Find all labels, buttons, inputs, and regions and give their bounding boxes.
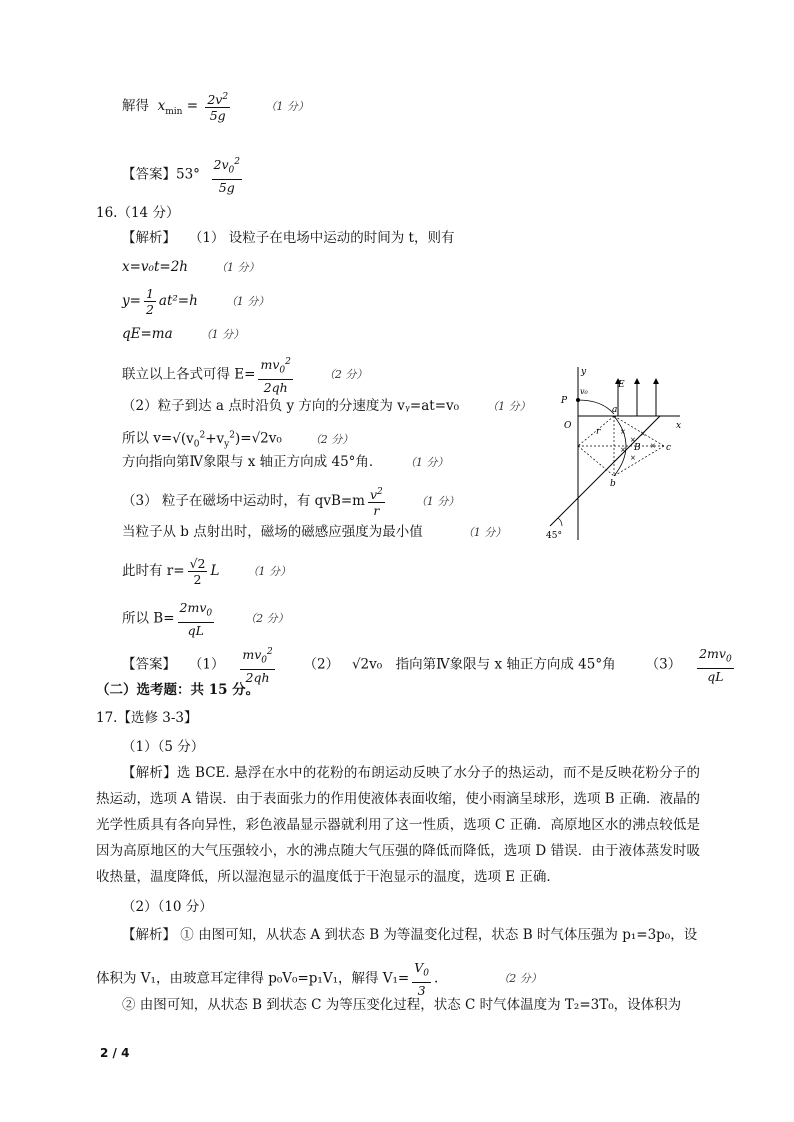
q17-p2-header: （2）（10 分） — [122, 899, 213, 915]
part2-line — [122, 397, 531, 416]
score: （1 分） — [225, 295, 270, 308]
eq-y-right: at²=h — [158, 293, 198, 309]
svg-text:×: × — [640, 430, 646, 438]
so-B-text: 所以 B= — [122, 610, 175, 627]
eq-y-left: y= — [122, 293, 141, 309]
svg-text:×: × — [620, 446, 626, 454]
score: （1 分） — [487, 400, 531, 413]
score: （2 分） — [309, 432, 354, 446]
q17-p1-text: 【解析】选 BCE. 悬浮在水中的花粉的布朗运动反映了水分子的热运动，而不是反映花粉分子的热运动，选项 A 错误．由于表面张力的作用使液体表面收缩，使小雨滴呈球形，选项 B 正确．液晶的光学性质具有各向异性，彩色液晶显示器就利用了这一性质，选项 C 正确．高原地区水的沸点较低是因为高原地区的大气压强较小，水的沸点随大气压强的降低而降低，选项 D 错误．由于液体蒸发时吸收热量，温度降低，所以湿泡显示的温度低于干泡显示的温度，选项 E 正确． — [96, 765, 700, 885]
score: （1 分） — [215, 261, 260, 274]
speed-left: 所以 v= — [122, 430, 173, 447]
boundary-line — [550, 416, 660, 526]
E-label: E — [618, 380, 625, 390]
combine-line: 联立以上各式可得 E= $\frac{mv_0^2}{2qh}$ （2 分） — [122, 357, 368, 395]
score: （1 分） — [200, 328, 245, 341]
a-label: a — [612, 405, 618, 415]
analysis-label: 【解析】 — [122, 230, 176, 246]
origin-label: O — [564, 421, 572, 431]
part3-text: （3） 粒子在磁场中运动时，有 qvB=m — [122, 493, 365, 510]
q16-part1-intro — [122, 229, 454, 247]
part3-line: （3） 粒子在磁场中运动时，有 qvB=m $\frac{v^2}{r}$ （1 分） — [122, 487, 460, 519]
num: 2v — [207, 92, 223, 108]
q17-p2-line3: ② 由图可知，从状态 B 到状态 C 为等压变化过程，状态 C 时气体温度为 T₂=3T₀，设体积为 — [122, 997, 682, 1013]
section-title: （二）选考题：共 15 分。 — [96, 682, 260, 698]
q17-p2-line2: 体积为 V₁，由玻意耳定律得 p₀V₀=p₁V₁，解得 V₁= $\frac{V_0}{3}$ . （2 分） — [96, 960, 542, 998]
q15-answer — [122, 155, 245, 195]
q15-solve-line — [122, 90, 309, 123]
field-diagram — [540, 362, 690, 542]
score: （1 分） — [415, 495, 460, 509]
num-sup: 2 — [222, 92, 229, 102]
q16-answer-line: 【答案】 （1） $\frac{mv_0^2}{2qh}$ （2） √2v₀ 指向第Ⅳ象限与 x 轴正方向成 45°角 （3） $\frac{2mv_0}{qL}$ — [122, 646, 732, 685]
xmin-sub: min — [165, 106, 183, 117]
ans2-text: √2v₀ 指向第Ⅳ象限与 x 轴正方向成 45°角 — [351, 656, 616, 673]
score: （1 分） — [247, 565, 291, 578]
answer-label: 【答案】 — [122, 166, 176, 183]
svg-text:×: × — [650, 442, 656, 450]
eq-qE-line — [122, 325, 244, 344]
equals: = — [186, 98, 199, 115]
answer-angle: 53° — [176, 166, 200, 183]
eq-x-line — [122, 258, 259, 277]
part2-text: （2）粒子到达 a 点时沿负 y 方向的分速度为 vᵧ=at=v₀ — [122, 398, 460, 414]
ans2-label: （2） — [303, 656, 340, 673]
score: （2 分） — [498, 972, 542, 986]
ans3-label: （3） — [645, 656, 682, 673]
direction-line — [122, 453, 448, 472]
angle-label: 45° — [546, 531, 562, 541]
y-label: y — [581, 367, 587, 377]
score: （1 分） — [410, 456, 449, 469]
speed-right: =√2v₀ — [240, 430, 282, 447]
solve-prefix: 解得 — [122, 98, 149, 115]
svg-text:×: × — [620, 428, 626, 436]
q17-header: 17.【选修 3-3】 — [96, 710, 198, 726]
radius-line: 此时有 r= $\frac{√2}{2}$ L （1 分） — [122, 556, 291, 587]
eq-qE: qE=ma — [122, 326, 173, 342]
combine-text: 联立以上各式可得 E= — [122, 366, 256, 383]
so-B-line: 所以 B= $\frac{2mv_0}{qL}$ （2 分） — [122, 600, 289, 638]
speed-line: 所以 $v=√(v_0^2+v_y^2)=√2v_0$ （2 分） — [122, 430, 354, 450]
radius-text: 此时有 r= — [122, 563, 185, 579]
part1-text: （1） 设粒子在电场中运动的时间为 t，则有 — [188, 230, 455, 246]
den: 5g — [209, 108, 226, 124]
score: （1 分） — [462, 526, 507, 539]
eq-x: x=v₀t=2h — [122, 259, 188, 275]
x-label: x — [676, 421, 682, 431]
v0-label: v₀ — [580, 387, 588, 396]
ans1-label: （1） — [188, 656, 225, 673]
fraction — [205, 90, 230, 123]
b-label: b — [610, 479, 616, 489]
score: （2 分） — [323, 368, 368, 382]
min-field-line — [122, 523, 506, 542]
page-number: 2 / 4 — [100, 1046, 130, 1060]
r-label: r — [596, 427, 601, 437]
svg-text:×: × — [630, 454, 636, 462]
c-label: c — [666, 443, 672, 453]
score: （2 分） — [245, 612, 289, 626]
P-label: P — [561, 396, 568, 406]
svg-text:×: × — [630, 436, 636, 444]
p2-line2-text: 体积为 V₁，由玻意耳定律得 p₀V₀=p₁V₁，解得 V₁= — [96, 970, 410, 987]
eq-y-line: y= $\frac{1}{2}$ at²=h （1 分） — [122, 286, 270, 317]
score: （1 分） — [265, 100, 309, 114]
answer-fraction: $\frac{2v_0^2}{5g}$ — [213, 157, 241, 195]
xmin-symbol: x — [157, 98, 166, 115]
B-label: B — [634, 443, 641, 453]
min-field-text: 当粒子从 b 点射出时，磁场的磁感应强度为最小值 — [122, 524, 423, 540]
q17-p1-header: （1）（5 分） — [122, 739, 205, 755]
q17-p2-line1: 【解析】 ① 由图可知，从状态 A 到状态 B 为等温变化过程，状态 B 时气体压强为 p₁=3p₀，设 — [122, 927, 698, 943]
q16-header: 16.（14 分） — [96, 205, 180, 221]
direction-text: 方向指向第Ⅳ象限与 x 轴正方向成 45°角． — [122, 454, 383, 470]
answer-label: 【答案】 — [122, 656, 176, 673]
